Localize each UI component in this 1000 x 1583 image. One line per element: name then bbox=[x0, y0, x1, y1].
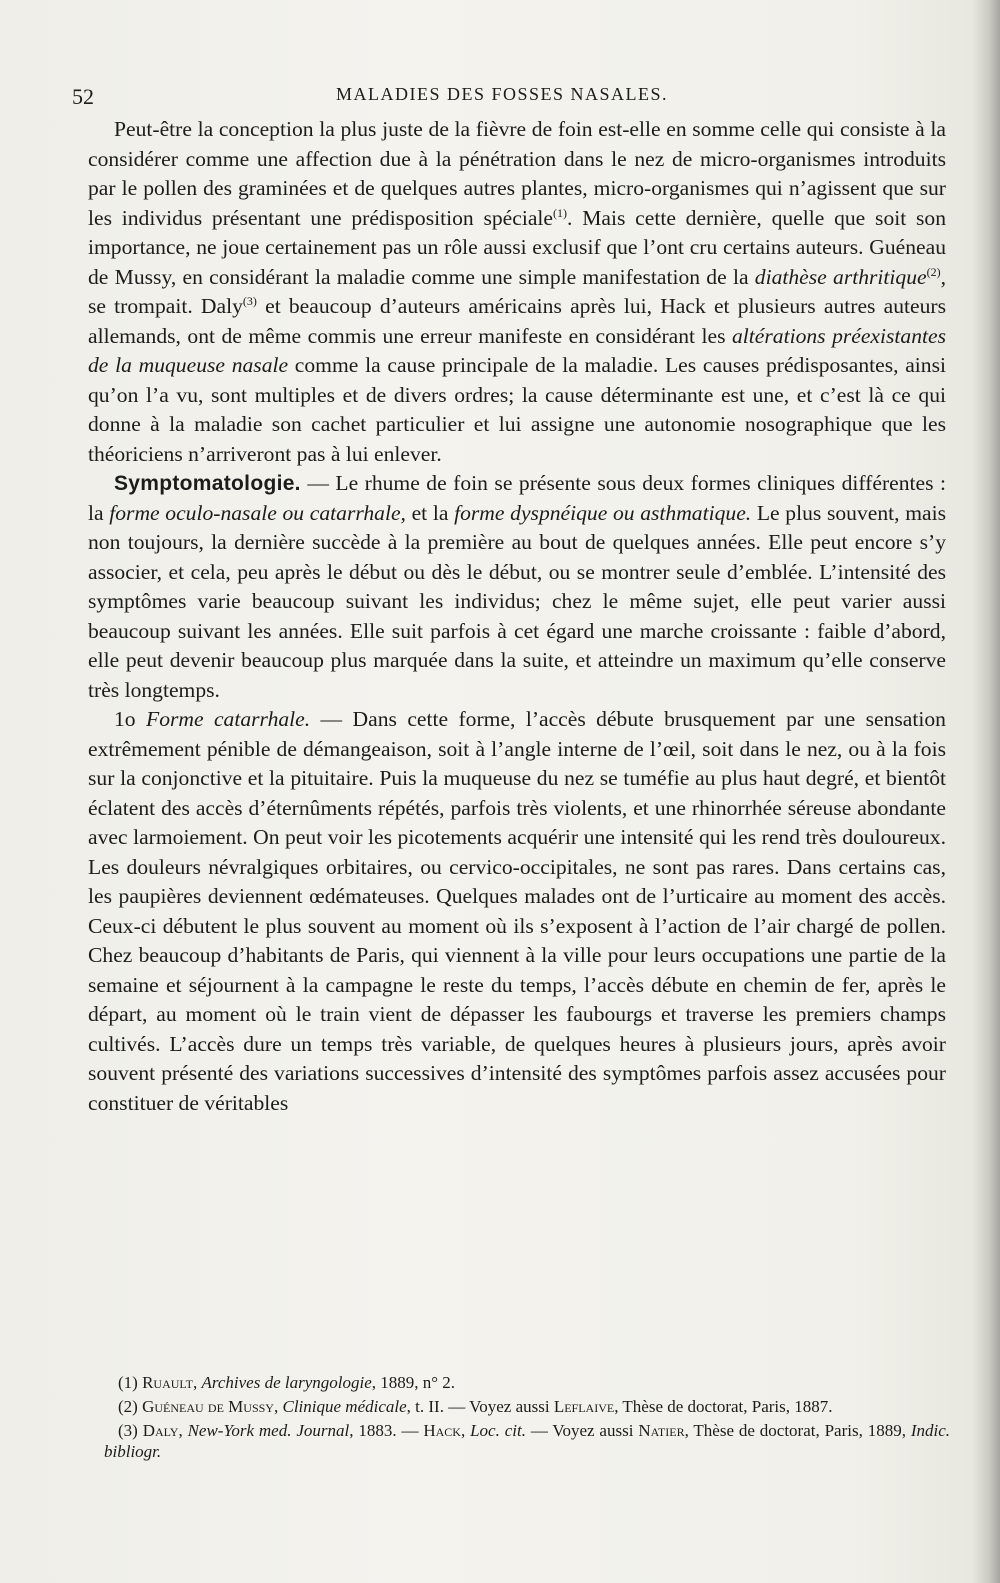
footnote-author: Natier bbox=[638, 1421, 685, 1440]
footnote-work: Archives de laryngologie bbox=[201, 1373, 372, 1392]
text-run: , t. II. — Voyez aussi bbox=[406, 1397, 554, 1416]
italic-term: diathèse arthritique bbox=[754, 264, 927, 289]
footnote-3 bbox=[104, 1420, 950, 1462]
text-run: , se trompait. Daly bbox=[88, 264, 947, 318]
text-run: et la bbox=[405, 500, 455, 525]
list-number: 1o bbox=[114, 707, 146, 731]
paragraph-symptomatology bbox=[88, 469, 946, 705]
text-run: , bbox=[192, 1373, 202, 1392]
text-run: — Dans cette forme, l’accès débute brusquement par une sensation extrêmement pénible de démangeaison, soit à l’angle interne de l’œil, soit dans le nez, ou à la fois sur la conjonctive et la pituitaire. Puis la muqueuse du nez se tuméfie au plus haut degré, et bientôt éclatent des accès d’éternûments répétés, parfois très violents, et une rhinorrhée séreuse abondante avec larmoiement. On peut voir les picotements acquérir une intensité qui les rend très douloureux. Les douleurs névralgiques orbitaires, ou cervico-occipitales, ne sont pas rares. Dans certains cas, les paupières deviennent œdémateuses. Quelques malades ont de l’urticaire au moment des accès. Ceux-ci débutent le plus souvent au moment où ils s’exposent à l’action de l’air chargé de pollen. Chez beaucoup d’habitants de Paris, qui viennent à la ville pour leurs occupations une partie de la semaine et séjournent à la campagne le reste du temps, l’accès débute en chemin de fer, après le départ, au moment où le train vient de dépasser les faubourgs et traverse les premiers champs cultivés. L’accès dure un temps très variable, de quelques heures à plusieurs jours, après avoir souvent présenté des variations successives d’intensité des symptômes parfois assez accusées pour constituer de véritables bbox=[88, 707, 946, 1115]
footnote-author: Leflaive bbox=[553, 1397, 615, 1416]
page-number: 52 bbox=[72, 84, 94, 109]
text-run: Peut-être la conception la plus juste de la fièvre de foin est-elle en somme celle qui consiste à la considérer comme une affection due à la pénétration dans le nez de micro-organismes introduits par le pollen des graminées et de quelques autres plantes, micro-organismes qui n’agissent que sur les individus présentant une prédisposition spéciale bbox=[88, 117, 946, 230]
footnote-ref: (1) bbox=[553, 205, 568, 220]
footnote-work: Clinique médicale bbox=[282, 1397, 407, 1416]
footnote-ref: (3) bbox=[242, 294, 257, 308]
page-gutter-shadow bbox=[972, 0, 1000, 1583]
page-header bbox=[72, 78, 932, 108]
text-run: , bbox=[178, 1421, 188, 1440]
text-run: , bbox=[273, 1397, 283, 1416]
text-run: — Le rhume de foin se présente sous deux formes cliniques différentes : la bbox=[88, 471, 946, 525]
italic-term: altérations préexistantes de la muqueuse nasale bbox=[88, 323, 947, 377]
text-run: , 1889, n° 2. bbox=[371, 1373, 456, 1392]
text-run: — Voyez aussi bbox=[525, 1421, 639, 1440]
footnote-author: Ruault bbox=[142, 1373, 193, 1392]
footnote-1 bbox=[104, 1372, 950, 1393]
footnote-mark: (3) bbox=[118, 1421, 138, 1440]
footnote-mark: (2) bbox=[118, 1397, 138, 1416]
body-text bbox=[88, 115, 946, 1118]
text-run: et beaucoup d’auteurs américains après lui, Hack et plusieurs autres auteurs allemands, ont de même commis une erreur manifeste en considérant les bbox=[88, 294, 947, 348]
text-run: , bbox=[460, 1421, 471, 1440]
footnote-work: Indic. bibliogr. bbox=[104, 1421, 951, 1461]
footnotes bbox=[104, 1372, 950, 1465]
subsection-title: Forme catarrhale. bbox=[146, 707, 311, 731]
footnote-ref: (2) bbox=[926, 264, 941, 279]
section-title: Symptomatologie. bbox=[114, 472, 301, 495]
text-run: , Thèse de doctorat, Paris, 1887. bbox=[614, 1397, 833, 1416]
footnote-mark: (1) bbox=[118, 1373, 138, 1392]
running-title: MALADIES DES FOSSES NASALES. bbox=[335, 84, 669, 104]
footnote-2 bbox=[104, 1396, 950, 1417]
footnote-author: Guéneau de Mussy bbox=[142, 1397, 274, 1416]
text-run: . Mais cette dernière, quelle que soit son importance, ne joue certainement pas un rôle aussi exclusif que l’ont cru certains auteurs. Guéneau de Mussy, en considérant la maladie comme une simple manifestation de la bbox=[88, 205, 946, 289]
text-run: Le plus souvent, mais non toujours, la dernière succède à la première au bout de quelques années. Elle peut encore s’y associer, et cela, peu après le début ou dès le début, ou se montrer seule d’emblée. L’intensité des symptômes varie beaucoup suivant les individus; chez le même sujet, elle peut varier aussi beaucoup suivant les années. Elle suit parfois à cet égard une marche croissante : faible d’abord, elle peut devenir beaucoup plus marquée dans la suite, et atteindre un maximum qu’elle conserve très longtemps. bbox=[88, 500, 946, 702]
footnote-author: Hack bbox=[423, 1421, 461, 1440]
footnote-work: New-York med. Journal bbox=[187, 1421, 350, 1440]
text-run: , 1883. — bbox=[349, 1421, 424, 1440]
footnote-work: Loc. cit. bbox=[470, 1421, 526, 1440]
italic-term: forme dyspnéique ou asthmatique. bbox=[454, 500, 752, 525]
text-run: , Thèse de doctorat, Paris, 1889, bbox=[684, 1421, 911, 1440]
text-run: comme la cause principale de la maladie. Les causes prédisposantes, ainsi qu’on l’a vu, sont multiples et de divers ordres; la cause déterminante est une, et c’est là ce qui donne à la maladie son cachet particulier et lui assigne une autonomie nosographique que les théoriciens n’arriveront pas à lui enlever. bbox=[88, 353, 946, 466]
italic-term: forme oculo-nasale ou catarrhale, bbox=[109, 500, 406, 525]
paragraph-etiology bbox=[88, 115, 946, 469]
footnote-author: Daly bbox=[142, 1421, 179, 1440]
paragraph-catarrhal-form bbox=[88, 705, 946, 1118]
